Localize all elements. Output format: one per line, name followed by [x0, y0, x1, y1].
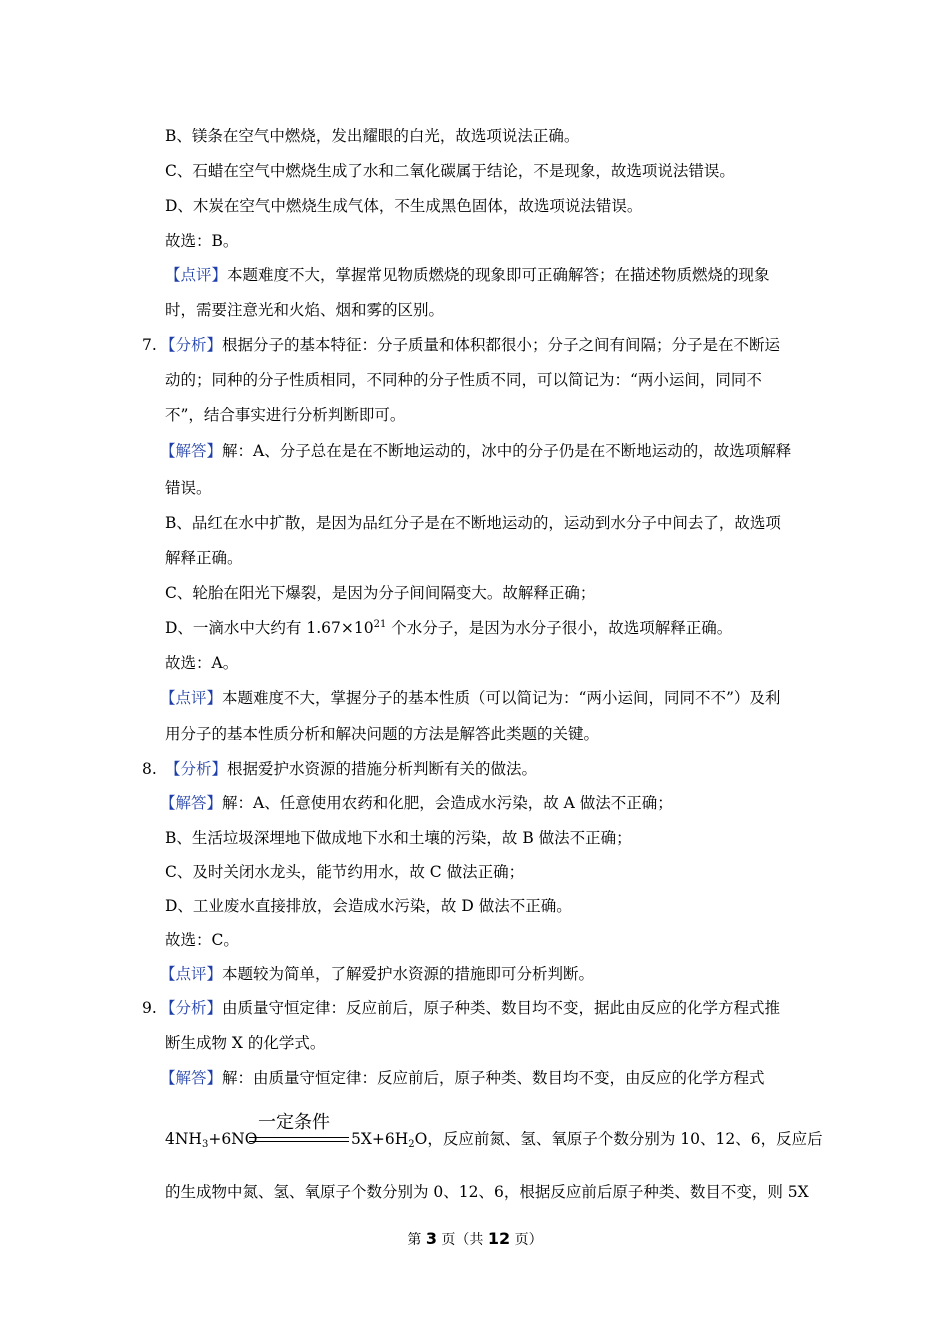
footer-suffix: 页） [510, 1232, 543, 1248]
q9-analysis-text-1: 由质量守恒定律：反应前后，原子种类、数目均不变，据此由反应的化学方程式推 [222, 999, 781, 1017]
q8-analysis-tag: 【分析】 [165, 760, 228, 778]
q7-review [160, 687, 780, 709]
q6-review-tag: 【点评】 [165, 266, 228, 284]
q8-choice: 故选：C。 [165, 931, 239, 949]
equation-left [165, 1128, 257, 1150]
equation-left-subscript: 3 [201, 1139, 209, 1150]
footer-mid: 页（共 [436, 1232, 488, 1248]
q7-review-text-1: 本题难度不大，掌握分子的基本性质（可以简记为：“两小运间，同同不不”）及利 [222, 689, 781, 707]
q7-analysis-text-1: 根据分子的基本特征：分子质量和体积都很小；分子之间有间隔；分子是在不断运 [222, 336, 781, 354]
q8-answer-tag: 【解答】 [160, 794, 223, 812]
q8-number: 8. [142, 760, 157, 778]
q7-analysis-tag: 【分析】 [160, 336, 223, 354]
q8-analysis [165, 758, 537, 780]
equation-bar-bottom [249, 1141, 349, 1142]
q6-choice: 故选：B。 [165, 232, 239, 250]
q8-answer-text: 解：A、任意使用农药和化肥，会造成水污染，故 A 做法不正确； [222, 794, 673, 812]
q7-option-b-1: B、品红在水中扩散，是因为品红分子是在不断地运动的，运动到水分子中间去了，故选项 [165, 514, 781, 532]
q7-answer-tag: 【解答】 [160, 442, 223, 460]
equation-left-b: +6NO [208, 1130, 258, 1148]
q7-review-tag: 【点评】 [160, 689, 223, 707]
q9-number: 9. [142, 999, 157, 1017]
q8-analysis-text: 根据爱护水资源的措施分析判断有关的做法。 [227, 760, 538, 778]
q7-answer-text-1: 解：A、分子总在是在不断地运动的，冰中的分子仍是在不断地运动的，故选项解释 [222, 442, 792, 460]
q7-analysis [160, 334, 780, 356]
q7-number: 7. [142, 336, 157, 354]
q9-analysis-text-2: 断生成物 X 的化学式。 [165, 1034, 326, 1052]
q8-review-tag: 【点评】 [160, 965, 223, 983]
q7-option-d-pre: D、一滴水中大约有 1.67×10 [165, 619, 374, 637]
q7-analysis-text-3: 不”，结合事实进行分析判断即可。 [165, 406, 406, 424]
equation-left-a: 4NH [165, 1130, 202, 1148]
equation-right-a: 5X+6H [351, 1130, 409, 1148]
q7-option-c: C、轮胎在阳光下爆裂，是因为分子间间隔变大。故解释正确； [165, 584, 596, 602]
q6-option-d: D、木炭在空气中燃烧生成气体，不生成黑色固体，故选项说法错误。 [165, 197, 643, 215]
equation-right-subscript: 2 [408, 1139, 415, 1150]
q7-answer-text-2: 错误。 [165, 479, 212, 497]
equation-right [351, 1128, 823, 1150]
q7-review-text-2: 用分子的基本性质分析和解决问题的方法是解答此类题的关键。 [165, 725, 600, 743]
equation-bar-top [249, 1137, 349, 1138]
q7-choice: 故选：A。 [165, 654, 239, 672]
page-footer [0, 1229, 950, 1250]
q8-option-c: C、及时关闭水龙头，能节约用水，故 C 做法正确； [165, 863, 525, 881]
equation-condition: 一定条件 [258, 1112, 330, 1133]
q7-option-d-post: 个水分子，是因为水分子很小，故选项解释正确。 [386, 619, 733, 637]
q7-option-d [165, 617, 732, 639]
footer-prefix: 第 [407, 1232, 426, 1248]
q8-review-text: 本题较为简单，了解爱护水资源的措施即可分析判断。 [222, 965, 595, 983]
footer-page-number: 3 [425, 1229, 437, 1248]
q9-analysis-tag: 【分析】 [160, 999, 223, 1017]
q9-answer-tag: 【解答】 [160, 1069, 223, 1087]
q9-answer [160, 1067, 765, 1089]
q8-review [160, 963, 594, 985]
q7-answer [160, 440, 791, 462]
q6-option-c: C、石蜡在空气中燃烧生成了水和二氧化碳属于结论，不是现象，故选项说法错误。 [165, 162, 735, 180]
footer-total-pages: 12 [487, 1229, 511, 1248]
q8-answer [160, 792, 673, 814]
q6-review [165, 264, 770, 286]
q7-option-b-2: 解释正确。 [165, 549, 243, 567]
q7-option-d-exponent: 21 [373, 619, 387, 630]
q6-option-b: B、镁条在空气中燃烧，发出耀眼的白光，故选项说法正确。 [165, 127, 580, 145]
q8-option-b: B、生活垃圾深埋地下做成地下水和土壤的污染，故 B 做法不正确； [165, 829, 632, 847]
q6-review-text-1: 本题难度不大，掌握常见物质燃烧的现象即可正确解答；在描述物质燃烧的现象 [227, 266, 770, 284]
q9-analysis [160, 997, 780, 1019]
q8-option-d: D、工业废水直接排放，会造成水污染，故 D 做法不正确。 [165, 897, 572, 915]
q6-review-text-2: 时，需要注意光和火焰、烟和雾的区别。 [165, 301, 445, 319]
equation-right-b: O，反应前氮、氢、氧原子个数分别为 10、12、6，反应后 [414, 1130, 823, 1148]
q7-analysis-text-2: 动的；同种的分子性质相同，不同种的分子性质不同，可以简记为：“两小运间，同同不 [165, 371, 762, 389]
q9-answer-text-3: 的生成物中氮、氢、氧原子个数分别为 0、12、6，根据反应前后原子种类、数目不变，则 5X [165, 1183, 809, 1201]
q9-answer-text-1: 解：由质量守恒定律：反应前后，原子种类、数目均不变，由反应的化学方程式 [222, 1069, 765, 1087]
